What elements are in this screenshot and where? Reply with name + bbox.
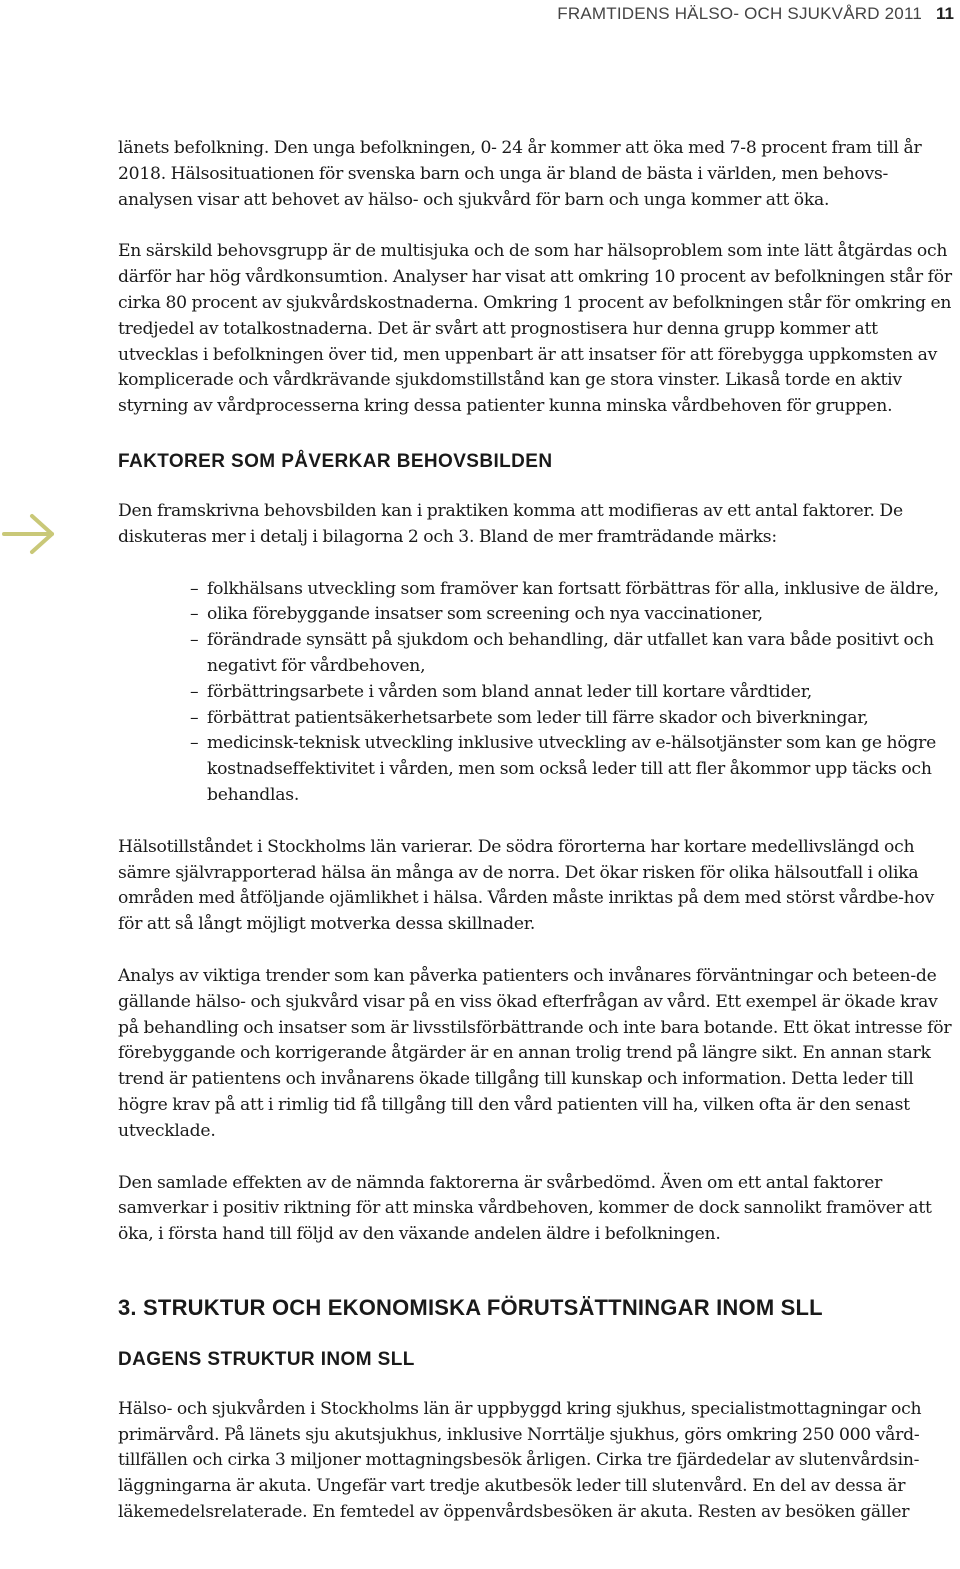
- list-item: [190, 706, 960, 732]
- list-item: [190, 602, 960, 628]
- page-content: [118, 136, 960, 1526]
- paragraph-5: Analys av viktiga trender som kan påverka patienters och invånares förväntningar och beteen-de gällande hälso- och sjukvård visar på en viss ökad efterfrågan av vård. Ett exempel är ökade krav på behandling och insatser som är livsstilsförbättrande och inte bara botande. Ett ökat intresse för förebyggande och korrigerande åtgärder är en annan trolig trend på längre sikt. En annan stark trend är patientens och invånarens ökade tillgång till kunskap och information. Detta leder till högre krav på att i rimlig tid få tillgång till den vård patienten vill ha, vilken ofta är den senast utvecklade.: [118, 965, 952, 1141]
- header-title: FRAMTIDENS HÄLSO- OCH SJUKVÅRD 2011: [557, 4, 922, 23]
- dash-marker: –: [190, 733, 199, 754]
- list-item-text: förbättringsarbete i vården som bland annat leder till kortare vårdtider,: [207, 681, 812, 702]
- heading-structure: DAGENS STRUKTUR INOM SLL: [118, 1348, 415, 1370]
- list-item-text: förändrade synsätt på sjukdom och behandling, där utfallet kan vara både positivt och negativt för vårdbehoven,: [207, 630, 934, 676]
- arrow-right-icon: [2, 513, 56, 559]
- paragraph-7: Hälso- och sjukvården i Stockholms län är uppbyggd kring sjukhus, specialistmottagningar och primärvård. På länets sju akutsjukhus, inklusive Norrtälje sjukhus, görs omkring 250 000 vård-tillfällen och cirka 3 miljoner mottagningsbesök årligen. Cirka tre fjärdedelar av slutenvårdsin-läggningarna är akuta. Ungefär vart tredje akutbesök leder till slutenvård. En del av dessa är läkemedelsrelaterade. En femtedel av öppenvårdsbesöken är akuta. Resten av besöken gäller: [118, 1398, 922, 1523]
- factor-list: [118, 577, 960, 809]
- list-item: [190, 680, 960, 706]
- dash-marker: –: [190, 630, 199, 651]
- list-item: [190, 731, 960, 808]
- heading-factors: FAKTORER SOM PÅVERKAR BEHOVSBILDEN: [118, 450, 553, 472]
- list-item-text: förbättrat patientsäkerhetsarbete som leder till färre skador och biverkningar,: [207, 707, 869, 728]
- list-item: [190, 628, 960, 680]
- paragraph-3: Den framskrivna behovsbilden kan i praktiken komma att modifieras av ett antal faktorer. De diskuteras mer i detalj i bilagorna 2 och 3. Bland de mer framträdande märks:: [118, 500, 903, 547]
- dash-marker: –: [190, 604, 199, 625]
- list-item-text: medicinsk-teknisk utveckling inklusive utveckling av e-hälsotjänster som kan ge högre kostnadseffektivitet i vården, men som också leder till att fler åkommor upp täcks och behandlas.: [207, 733, 937, 805]
- list-item-text: olika förebyggande insatser som screening och nya vaccinationer,: [207, 604, 763, 625]
- paragraph-4: Hälsotillståndet i Stockholms län varierar. De södra förorterna har kortare medellivslängd och sämre självrapporterad hälsa än många av de norra. Det ökar risken för olika hälsoutfall i olika områden med åtföljande ojämlikhet i hälsa. Vården måste inriktas på dem med störst vårdbe-hov för att så långt möjligt motverka dessa skillnader.: [118, 836, 935, 935]
- dash-marker: –: [190, 681, 199, 702]
- running-header: [0, 4, 960, 26]
- list-item: [190, 577, 960, 603]
- paragraph-6: Den samlade effekten av de nämnda faktorerna är svårbedömd. Även om ett antal faktorer samverkar i positiv riktning för att minska vårdbehoven, kommer de dock sannolikt framöver att öka, i första hand till följd av den växande andelen äldre i befolkningen.: [118, 1172, 932, 1245]
- paragraph-1: länets befolkning. Den unga befolkningen, 0- 24 år kommer att öka med 7-8 procent fram till år 2018. Hälsosituationen för svenska barn och unga är bland de bästa i världen, men behovs-analysen visar att behovet av hälso- och sjukvård för barn och unga kommer att öka.: [118, 138, 922, 210]
- dash-marker: –: [190, 578, 199, 599]
- dash-marker: –: [190, 707, 199, 728]
- list-item-text: folkhälsans utveckling som framöver kan fortsatt förbättras för alla, inklusive de äldre,: [207, 578, 939, 599]
- paragraph-2: En särskild behovsgrupp är de multisjuka och de som har hälsoproblem som inte lätt åtgärdas och därför har hög vårdkonsumtion. Analyser har visat att omkring 10 procent av befolkningen står för cirka 80 procent av sjukvårdskostnaderna. Omkring 1 procent av befolkningen står för omkring en tredjedel av totalkostnaderna. Det är svårt att prognostisera hur denna grupp kommer att utvecklas i befolkningen över tid, men uppenbart är att insatser för att förebygga uppkomsten av komplicerade och vårdkrävande sjukdomstillstånd kan ge stora vinster. Likaså torde en aktiv styrning av vårdprocesserna kring dessa patienter kunna minska vårdbehoven för gruppen.: [118, 241, 952, 417]
- chapter-heading: 3. STRUKTUR OCH EKONOMISKA FÖRUTSÄTTNINGAR INOM SLL: [118, 1294, 823, 1320]
- page-number: 11: [936, 4, 954, 23]
